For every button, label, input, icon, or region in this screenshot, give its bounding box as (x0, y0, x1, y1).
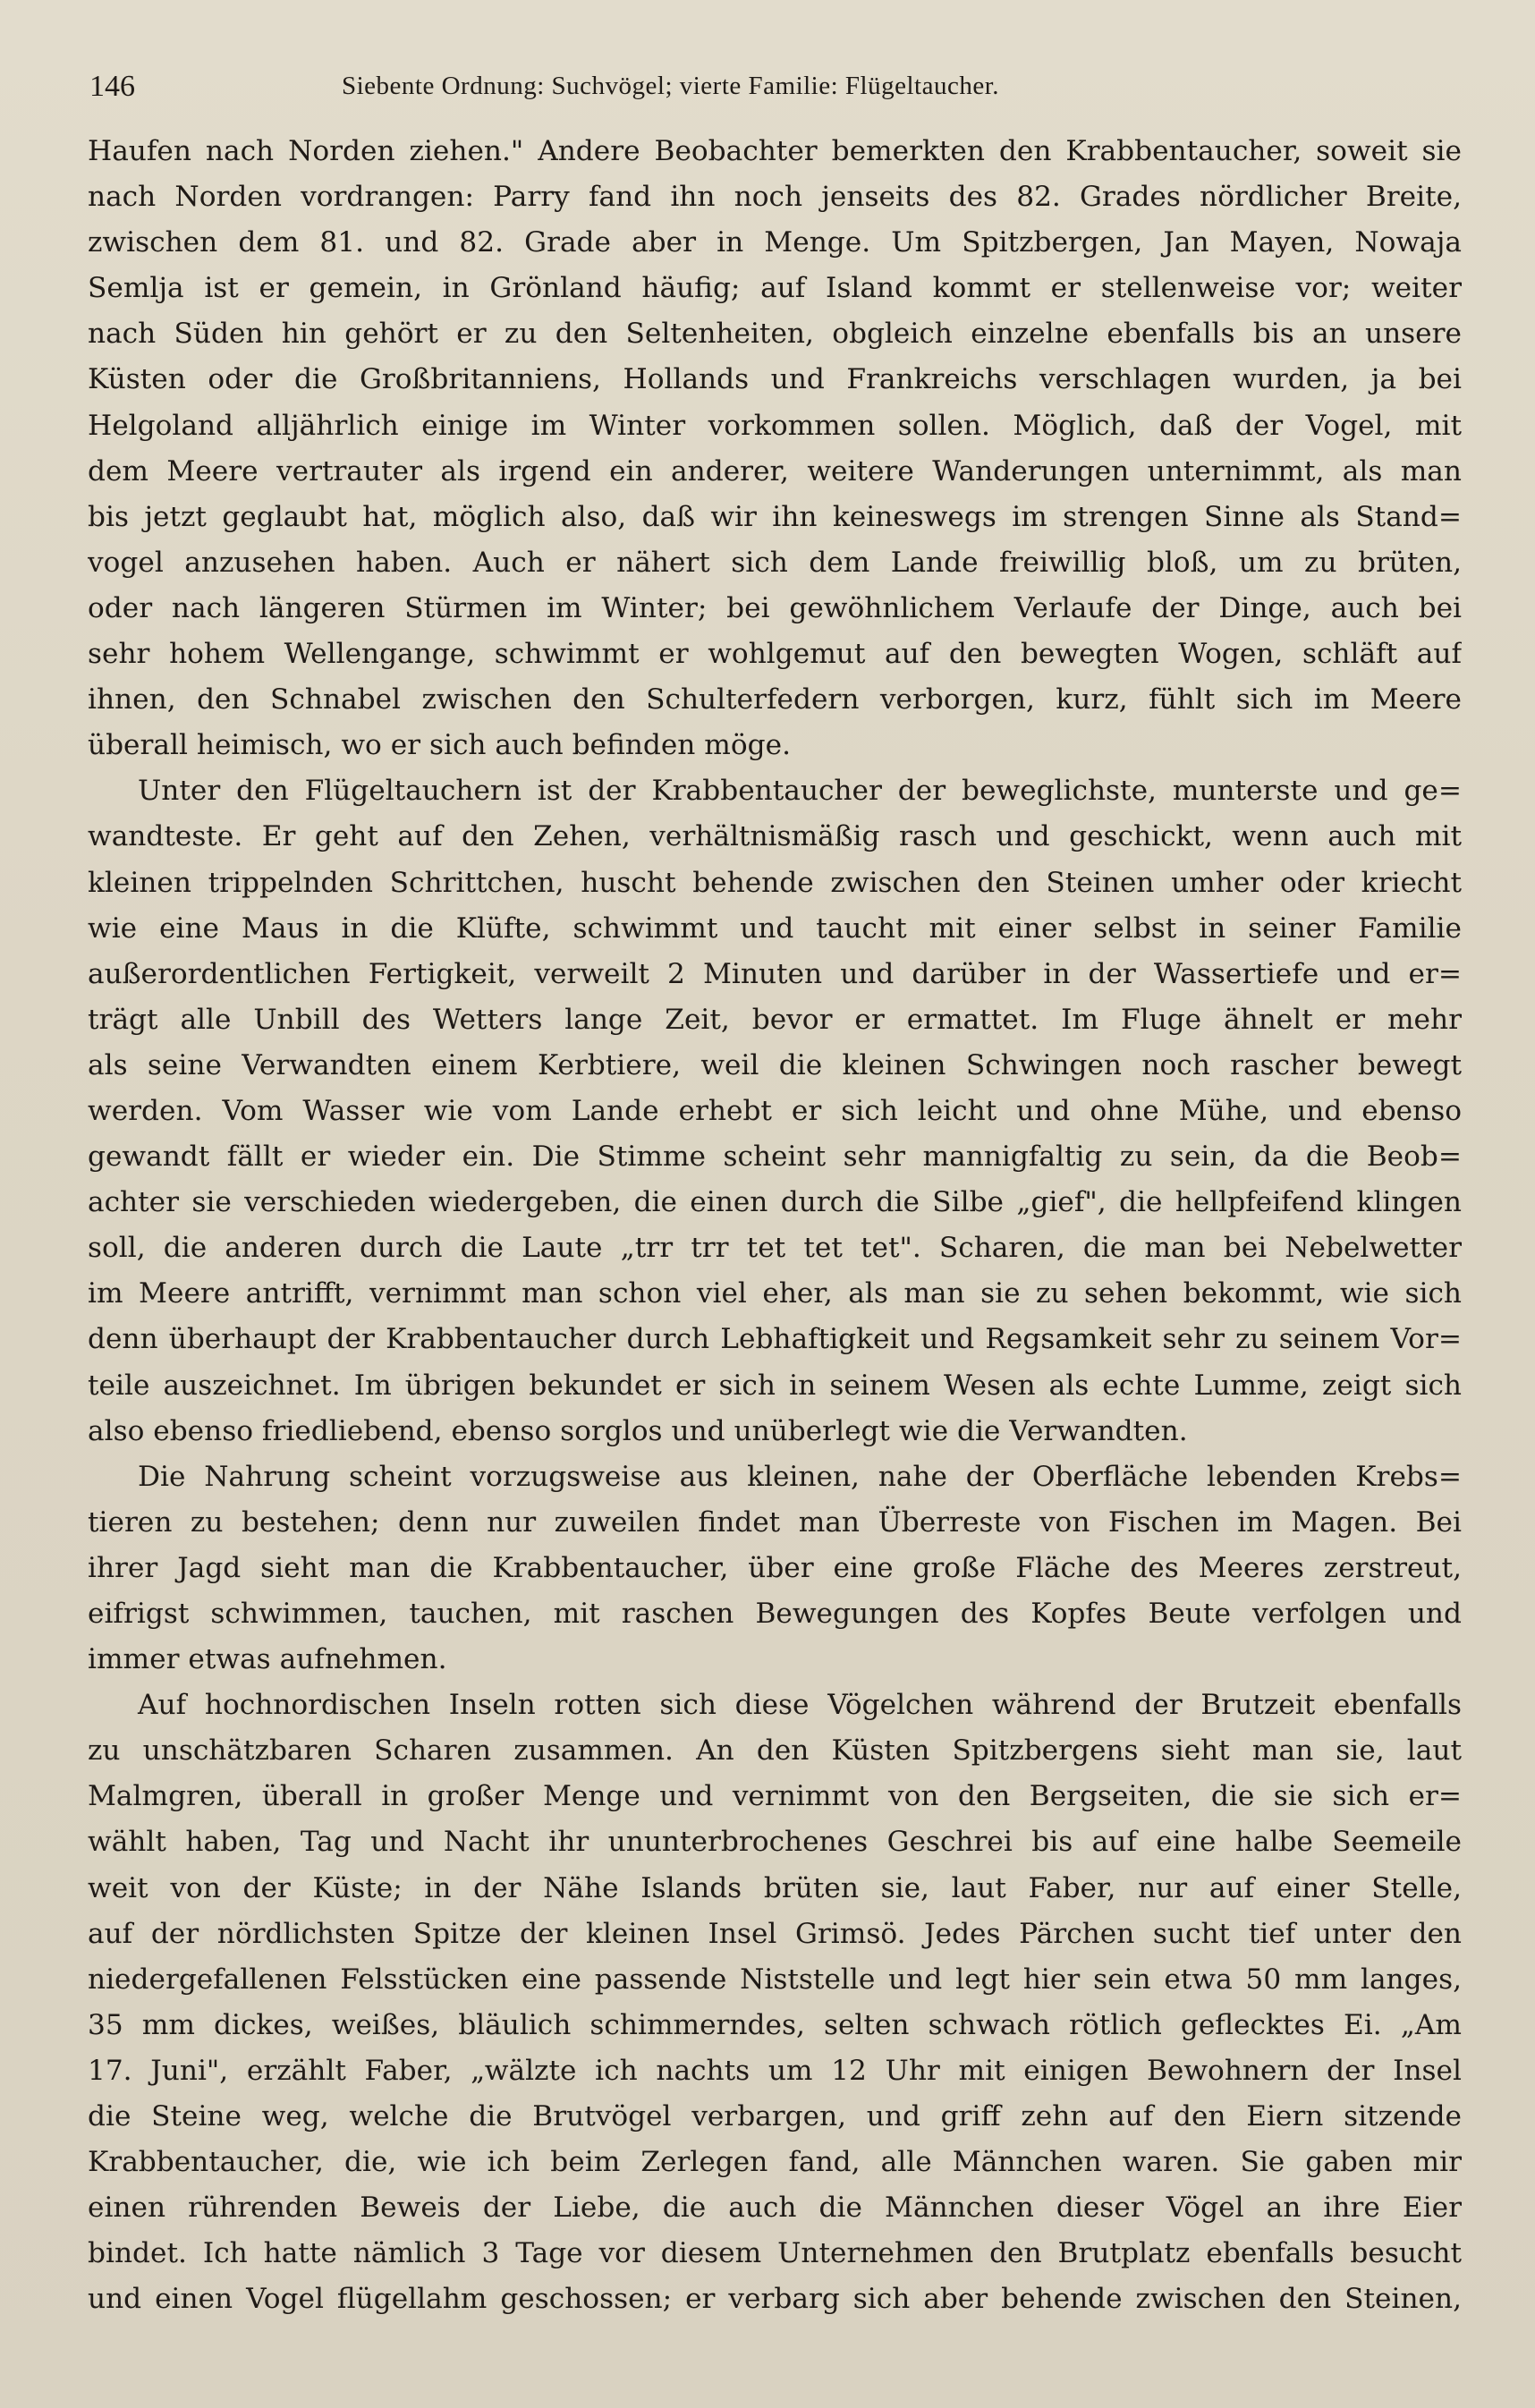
text-line: soll, die anderen durch die Laute „trr trr tet tet tet". Scharen, die man bei Nebelwetter (88, 1232, 1462, 1265)
paragraph (88, 768, 1462, 1454)
text-line: teile auszeichnet. Im übrigen bekundet er sich in seinem Wesen als echte Lumme, zeigt sich (88, 1369, 1462, 1402)
paragraph (88, 1683, 1462, 2322)
text-line: auf der nördlichsten Spitze der kleinen Insel Grimsö. Jedes Pärchen sucht tief unter den (88, 1917, 1462, 1950)
text-line: Auf hochnordischen Inseln rotten sich diese Vögelchen während der Brutzeit ebenfalls (138, 1689, 1462, 1722)
text-line: niedergefallenen Felsstücken eine passende Niststelle und legt hier sein etwa 50 mm langes, (88, 1963, 1462, 1996)
text-line: Malmgren, überall in großer Menge und vernimmt von den Bergseiten, die sie sich er= (88, 1780, 1462, 1813)
text-line: Krabbentaucher, die, wie ich beim Zerlegen fand, alle Männchen waren. Sie gaben mir (88, 2146, 1462, 2179)
text-line: achter sie verschieden wiedergeben, die einen durch die Silbe „gief", die hellpfeifend klingen (88, 1186, 1462, 1219)
text-line: ihrer Jagd sieht man die Krabbentaucher, über eine große Fläche des Meeres zerstreut, (88, 1551, 1462, 1584)
text-line: nach Süden hin gehört er zu den Seltenheiten, obgleich einzelne ebenfalls bis an unsere (88, 318, 1462, 351)
text-line: immer etwas aufnehmen. (88, 1643, 447, 1676)
text-line: denn überhaupt der Krabbentaucher durch Lebhaftigkeit und Regsamkeit sehr zu seinem Vor= (88, 1323, 1462, 1356)
text-line: wählt haben, Tag und Nacht ihr ununterbrochenes Geschrei bis auf eine halbe Seemeile (88, 1826, 1462, 1859)
text-line: Küsten oder die Großbritanniens, Hollands und Frankreichs verschlagen wurden, ja bei (88, 363, 1462, 396)
text-line: Die Nahrung scheint vorzugsweise aus kleinen, nahe der Oberfläche lebenden Krebs= (138, 1460, 1462, 1493)
text-line: überall heimisch, wo er sich auch befinden möge. (88, 729, 791, 762)
body-text (88, 129, 1462, 2323)
text-line: Helgoland alljährlich einige im Winter vorkommen sollen. Möglich, daß der Vogel, mit (88, 409, 1462, 442)
text-line: ihnen, den Schnabel zwischen den Schulterfedern verborgen, kurz, fühlt sich im Meere (88, 683, 1462, 716)
text-line: trägt alle Unbill des Wetters lange Zeit, bevor er ermattet. Im Fluge ähnelt er mehr (88, 1003, 1462, 1036)
text-line: Unter den Flügeltauchern ist der Krabbentaucher der beweglichste, munterste und ge= (138, 775, 1462, 808)
text-line: einen rührenden Beweis der Liebe, die auch die Männchen dieser Vögel an ihre Eier (88, 2192, 1462, 2225)
text-line: werden. Vom Wasser wie vom Lande erhebt er sich leicht und ohne Mühe, und ebenso (88, 1094, 1462, 1127)
text-line: bis jetzt geglaubt hat, möglich also, daß wir ihn keineswegs im strengen Sinne als Stand= (88, 500, 1462, 533)
paragraph (88, 1454, 1462, 1683)
text-line: kleinen trippelnden Schrittchen, huscht behende zwischen den Steinen umher oder kriecht (88, 866, 1462, 899)
text-line: zwischen dem 81. und 82. Grade aber in Menge. Um Spitzbergen, Jan Mayen, Nowaja (88, 226, 1462, 259)
text-line: die Steine weg, welche die Brutvögel verbargen, und griff zehn auf den Eiern sitzende (88, 2100, 1462, 2133)
page-number: 146 (89, 70, 135, 103)
text-line: und einen Vogel flügellahm geschossen; er verbarg sich aber behende zwischen den Steinen, (88, 2283, 1462, 2316)
text-line: nach Norden vordrangen: Parry fand ihn noch jenseits des 82. Grades nördlicher Breite, (88, 181, 1462, 214)
text-line: 35 mm dickes, weißes, bläulich schimmerndes, selten schwach rötlich geflecktes Ei. „Am (88, 2008, 1462, 2041)
running-head: Siebente Ordnung: Suchvögel; vierte Familie: Flügeltaucher. (342, 72, 1000, 100)
text-line: eifrigst schwimmen, tauchen, mit raschen Bewegungen des Kopfes Beute verfolgen und (88, 1598, 1462, 1630)
text-line: vogel anzusehen haben. Auch er nähert sich dem Lande freiwillig bloß, um zu brüten, (88, 546, 1462, 579)
text-line: oder nach längeren Stürmen im Winter; bei gewöhnlichem Verlaufe der Dinge, auch bei (88, 591, 1462, 624)
text-line: wie eine Maus in die Klüfte, schwimmt und taucht mit einer selbst in seiner Familie (88, 911, 1462, 945)
text-line: also ebenso friedliebend, ebenso sorglos und unüberlegt wie die Verwandten. (88, 1414, 1188, 1447)
text-line: gewandt fällt er wieder ein. Die Stimme scheint sehr mannigfaltig zu sein, da die Beob= (88, 1140, 1462, 1174)
text-line: im Meere antrifft, vernimmt man schon viel eher, als man sie zu sehen bekommt, wie sich (88, 1277, 1462, 1310)
text-line: bindet. Ich hatte nämlich 3 Tage vor diesem Unternehmen den Brutplatz ebenfalls besucht (88, 2237, 1462, 2270)
text-line: sehr hohem Wellengange, schwimmt er wohlgemut auf den bewegten Wogen, schläft auf (88, 638, 1462, 671)
text-line: tieren zu bestehen; denn nur zuweilen findet man Überreste von Fischen im Magen. Bei (88, 1505, 1462, 1539)
text-line: zu unschätzbaren Scharen zusammen. An den Küsten Spitzbergens sieht man sie, laut (88, 1734, 1462, 1768)
text-line: dem Meere vertrauter als irgend ein anderer, weitere Wanderungen unternimmt, als man (88, 454, 1462, 488)
text-line: Haufen nach Norden ziehen." Andere Beobachter bemerkten den Krabbentaucher, soweit sie (88, 135, 1462, 167)
text-line: weit von der Küste; in der Nähe Islands brüten sie, laut Faber, nur auf einer Stelle, (88, 1871, 1462, 1904)
text-line: Semlja ist er gemein, in Grönland häufig; auf Island kommt er stellenweise vor; weiter (88, 272, 1462, 305)
page-header (82, 66, 1460, 111)
text-line: wandteste. Er geht auf den Zehen, verhältnismäßig rasch und geschickt, wenn auch mit (88, 820, 1462, 853)
text-line: als seine Verwandten einem Kerbtiere, weil die kleinen Schwingen noch rascher bewegt (88, 1048, 1462, 1081)
text-line: 17. Juni", erzählt Faber, „wälzte ich nachts um 12 Uhr mit einigen Bewohnern der Insel (88, 2054, 1462, 2087)
paragraph (88, 129, 1462, 768)
text-line: außerordentlichen Fertigkeit, verweilt 2 Minuten und darüber in der Wassertiefe und er= (88, 957, 1462, 990)
